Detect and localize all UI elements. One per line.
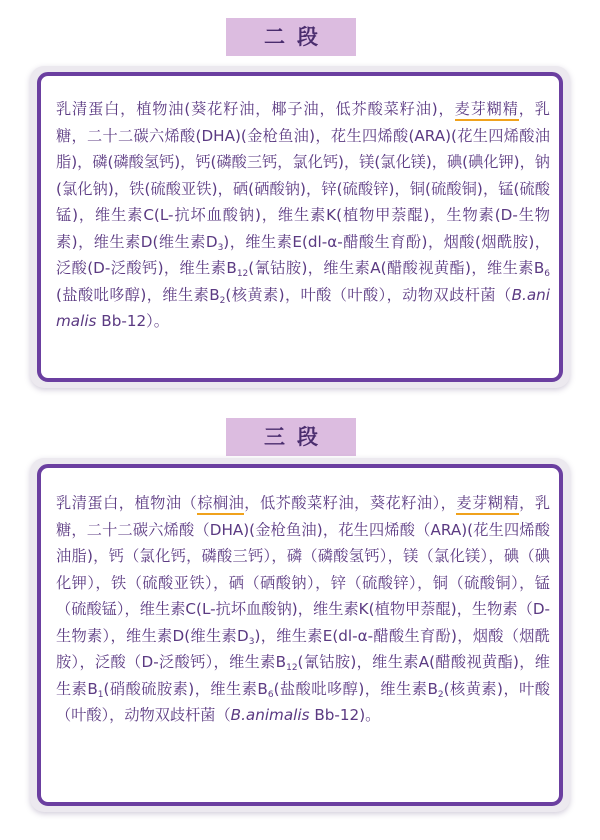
subscript: 6 (544, 269, 550, 279)
stage-3-label: 三段 (226, 418, 356, 456)
ingredient-text: Bb-12）。 (96, 312, 169, 330)
ingredient-text: ，低芥酸菜籽油，葵花籽油）， (244, 494, 457, 512)
ingredient-text: 乳清蛋白，植物油（ (56, 494, 198, 512)
subscript: 1 (97, 689, 104, 700)
ingredient-text: (核黄素)，叶酸（叶酸），动物双歧杆菌（ (225, 285, 512, 304)
maltodextrin-highlight: 麦芽糊精 (455, 100, 519, 121)
stage-3-ingredients (56, 490, 550, 729)
subscript: 3 (248, 636, 255, 647)
species-name: B.animalis (56, 285, 550, 330)
ingredient-text: (盐酸吡哆醇)，维生素B (273, 679, 438, 698)
ingredient-text: (氰钴胺)，维生素A(醋酸视黄酯)，维生素B (56, 653, 550, 698)
ingredient-text: (硝酸硫胺素)，维生素B (103, 679, 268, 698)
ingredient-text: (盐酸吡哆醇)，维生素B (56, 285, 220, 304)
subscript: 6 (267, 689, 274, 700)
species-name: B.animalis (230, 706, 310, 724)
subscript: 12 (286, 663, 298, 673)
subscript: 2 (437, 689, 444, 700)
stage-2-label: 二段 (226, 18, 356, 56)
subscript: 2 (219, 295, 226, 306)
ingredient-text: (氰钴胺)，维生素A(醋酸视黄酯)，维生素B (248, 259, 545, 277)
ingredient-text: )，维生素E(dl-α-醋酸生育酚)，烟酸（烟酰胺），泛酸（D-泛酸钙），维生素B (56, 626, 550, 671)
ingredient-text: 乳清蛋白，植物油(葵花籽油，椰子油，低芥酸菜籽油)， (56, 100, 455, 118)
palm-oil-highlight: 棕榈油 (197, 494, 244, 515)
ingredient-text: ，乳糖，二十二碳六烯酸（DHA)(金枪鱼油)，花生四烯酸（ARA)(花生四烯酸油脂)，钙（氯化钙，磷酸三钙），磷（磷酸氢钙），镁（氯化镁），碘（碘化钾），铁（硫酸亚铁），硒（硒酸钠），锌（硫酸锌），铜（硫酸铜），锰（硫酸锰），维生素C(L-抗坏血酸钠)，维生素K(植物甲萘醌)，生物素（D-生物素），维生素D(维生素D (56, 494, 551, 645)
ingredient-text: )，维生素E(dl-α-醋酸生育酚)，烟酸(烟酰胺)，泛酸(D-泛酸钙)，维生素B (56, 232, 550, 277)
ingredient-text: Bb-12)。 (309, 706, 381, 724)
ingredient-text: ，乳糖，二十二碳六烯酸(DHA)(金枪鱼油)，花生四烯酸(ARA)(花生四烯酸油脂)，磷(磷酸氢钙)，钙(磷酸三钙，氯化钙)，镁(氯化镁)，碘(碘化钾)，钠(氯化钠)，铁(硫酸亚铁)，硒(硒酸钠)，锌(硫酸锌)，铜(硫酸铜)，锰(硫酸锰)，维生素C(L-抗坏血酸钠)，维生素K(植物甲萘醌)，生物素(D-生物素)，维生素D(维生素D (56, 100, 550, 251)
maltodextrin-highlight: 麦芽糊精 (456, 494, 519, 515)
ingredient-text: (核黄素)，叶酸（叶酸），动物双歧杆菌（ (56, 679, 550, 724)
stage-2-ingredients (56, 96, 550, 335)
subscript: 12 (236, 269, 249, 279)
subscript: 3 (217, 242, 224, 253)
